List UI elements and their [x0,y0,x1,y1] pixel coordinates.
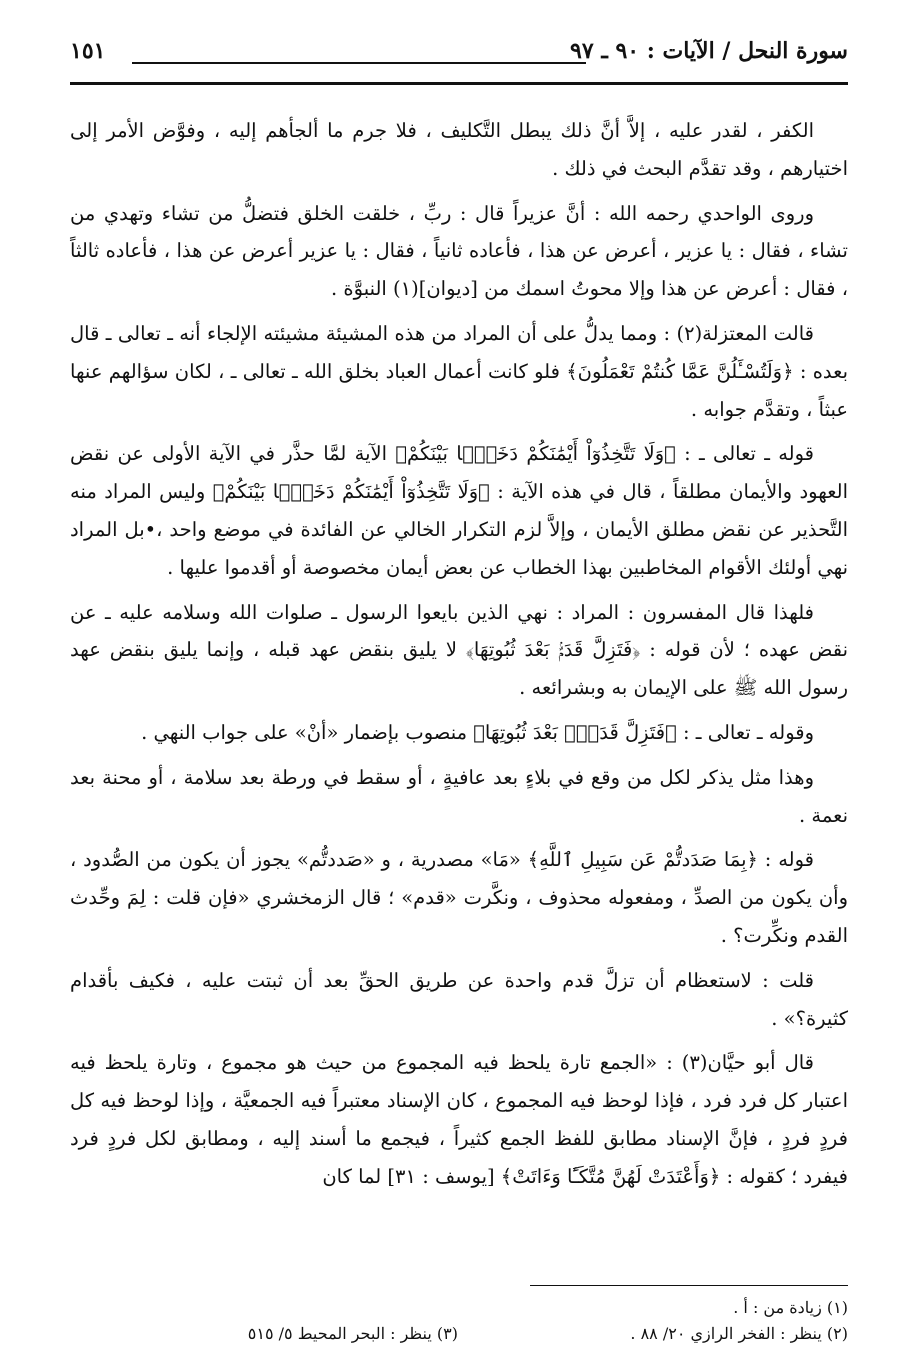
footnote-1: (١) زيادة من : أ . [733,1298,848,1317]
footnote-3: (٣) ينظر : البحر المحيط ٥/ ٥١٥ [247,1324,458,1343]
page-number: ١٥١ [70,38,106,64]
main-text [70,112,848,1203]
paragraph: قالت المعتزلة(٢) : ومما يدلُّ على أن المراد من هذه المشيئة مشيئته الإلجاء أنه ـ تعالى ـ قال بعده : ﴿وَلَتُسْـَٔلُنَّ عَمَّا كُنتُمْ تَعْمَلُونَ﴾ فلو كانت أعمال العباد بخلق الله ـ تعالى ـ ، لكان سؤالهم عنها عبثاً ، وتقدَّم جوابه . [70,321,848,421]
paragraph: قلت : لاستعظام أن تزلَّ قدم واحدة عن طريق الحقِّ بعد أن ثبتت عليه ، فكيف بأقدام كثيرة؟» . [70,968,848,1030]
footnote-row [70,1295,848,1321]
paragraph: وروى الواحدي رحمه الله : أنَّ عزيراً قال : ربِّ ، خلقت الخلق فتضلُّ من تشاء وتهدي من تشاء ، فقال : يا عزير ، أعرض عن هذا ، فأعاده ثانياً ، فقال : يا عزير أعرض عن هذا ، فأعاده ثالثاً ، فقال : أعرض عن هذا وإلا محوتُ اسمك من [ديوان](١) النبوَّة . [70,201,848,301]
paragraph: قوله : ﴿بِمَا صَدَدتُّمْ عَن سَبِيلِ ٱللَّهِ﴾ «مَا» مصدرية ، و «صَددتُّم» يجوز أن يكون من الصُّدود ، وأن يكون من الصدِّ ، ومفعوله محذوف ، ونكَّرت «قدم» ؛ قال الزمخشري «فإن قلت : لِمَ وحِّدث القدم ونكِّرت؟ . [70,848,848,947]
paragraph: قوله ـ تعالى ـ : ﴿وَلَا تَتَّخِذُوٓاْ أَيْمَٰنَكُمْ دَخَلًۢا بَيْنَكُمْ﴾ الآية لمَّا حذَّر في الآية الأولى عن نقض العهود والأيمان مطلقاً ، قال في هذه الآية : ﴿وَلَا تَتَّخِذُوٓاْ أَيْمَٰنَكُمْ دَخَلًۢا بَيْنَكُمْ﴾ وليس المراد منه التَّحذير عن نقض مطلق الأيمان ، وإلاَّ لزم التكرار الخالي عن الفائدة في موضع واحد ،•بل المراد نهي أولئك الأقوام المخاطبين بهذا الخطاب عن بعض أيمان مخصوصة أو أقدموا عليها . [70,442,848,579]
paragraph: قال أبو حيَّان(٣) : «الجمع تارة يلحظ فيه المجموع من حيث هو مجموع ، وتارة يلحظ فيه اعتبار كل فرد فرد ، فإذا لوحظ فيه المجموع ، كان الإسناد معتبراً فيه الجمعيَّة ، وإذا لوحظ فيه كل فردٍ فردٍ ، فإنَّ الإسناد مطابق للفظ الجمع كثيراً ، فيجمع ما أسند إليه ، ومطابق لكل فردٍ فرد فيفرد ؛ كقوله : ﴿وَأَعْتَدَتْ لَهُنَّ مُتَّكَـًٔا وَءَاتَتْ﴾ [يوسف : ٣١] لما كان [70,1051,848,1188]
header-rule [70,82,848,85]
paragraph: فلهذا قال المفسرون : المراد : نهي الذين بايعوا الرسول ـ صلوات الله وسلامه عليه ـ عن نقض عهده ؛ لأن قوله : ﴿فَتَزِلَّ قَدَمٌۢ بَعْدَ ثُبُوتِهَا﴾ لا يليق بنقض عهد قبله ، وإنما يليق بنقض عهد رسول الله ﷺ على الإيمان به وبشرائعه . [70,600,848,700]
paragraph: وقوله ـ تعالى ـ : ﴿فَتَزِلَّ قَدَمٌۢ بَعْدَ ثُبُوتِهَا﴾ منصوب بإضمار «أنْ» على جواب النهي . [141,720,814,744]
paragraph: الكفر ، لقدر عليه ، إلاَّ أنَّ ذلك يبطل التَّكليف ، فلا جرم ما ألجأهم إليه ، وفوَّض الأمر إلى اختيارهم ، وقد تقدَّم البحث في ذلك . [70,119,848,180]
page-header [70,36,848,76]
running-head: سورة النحل / الآيات : ٩٠ ـ ٩٧ [570,38,848,64]
footnote-2: (٢) ينظر : الفخر الرازي ٢٠/ ٨٨ . [630,1324,848,1343]
footnotes [70,1295,848,1347]
footnote-row [70,1321,848,1347]
paragraph: وهذا مثل يذكر لكل من وقع في بلاءٍ بعد عافيةٍ ، أو سقط في ورطة بعد سلامة ، أو محنة بعد نعمة . [70,765,848,827]
header-line [132,62,586,64]
footnote-rule [530,1285,848,1286]
